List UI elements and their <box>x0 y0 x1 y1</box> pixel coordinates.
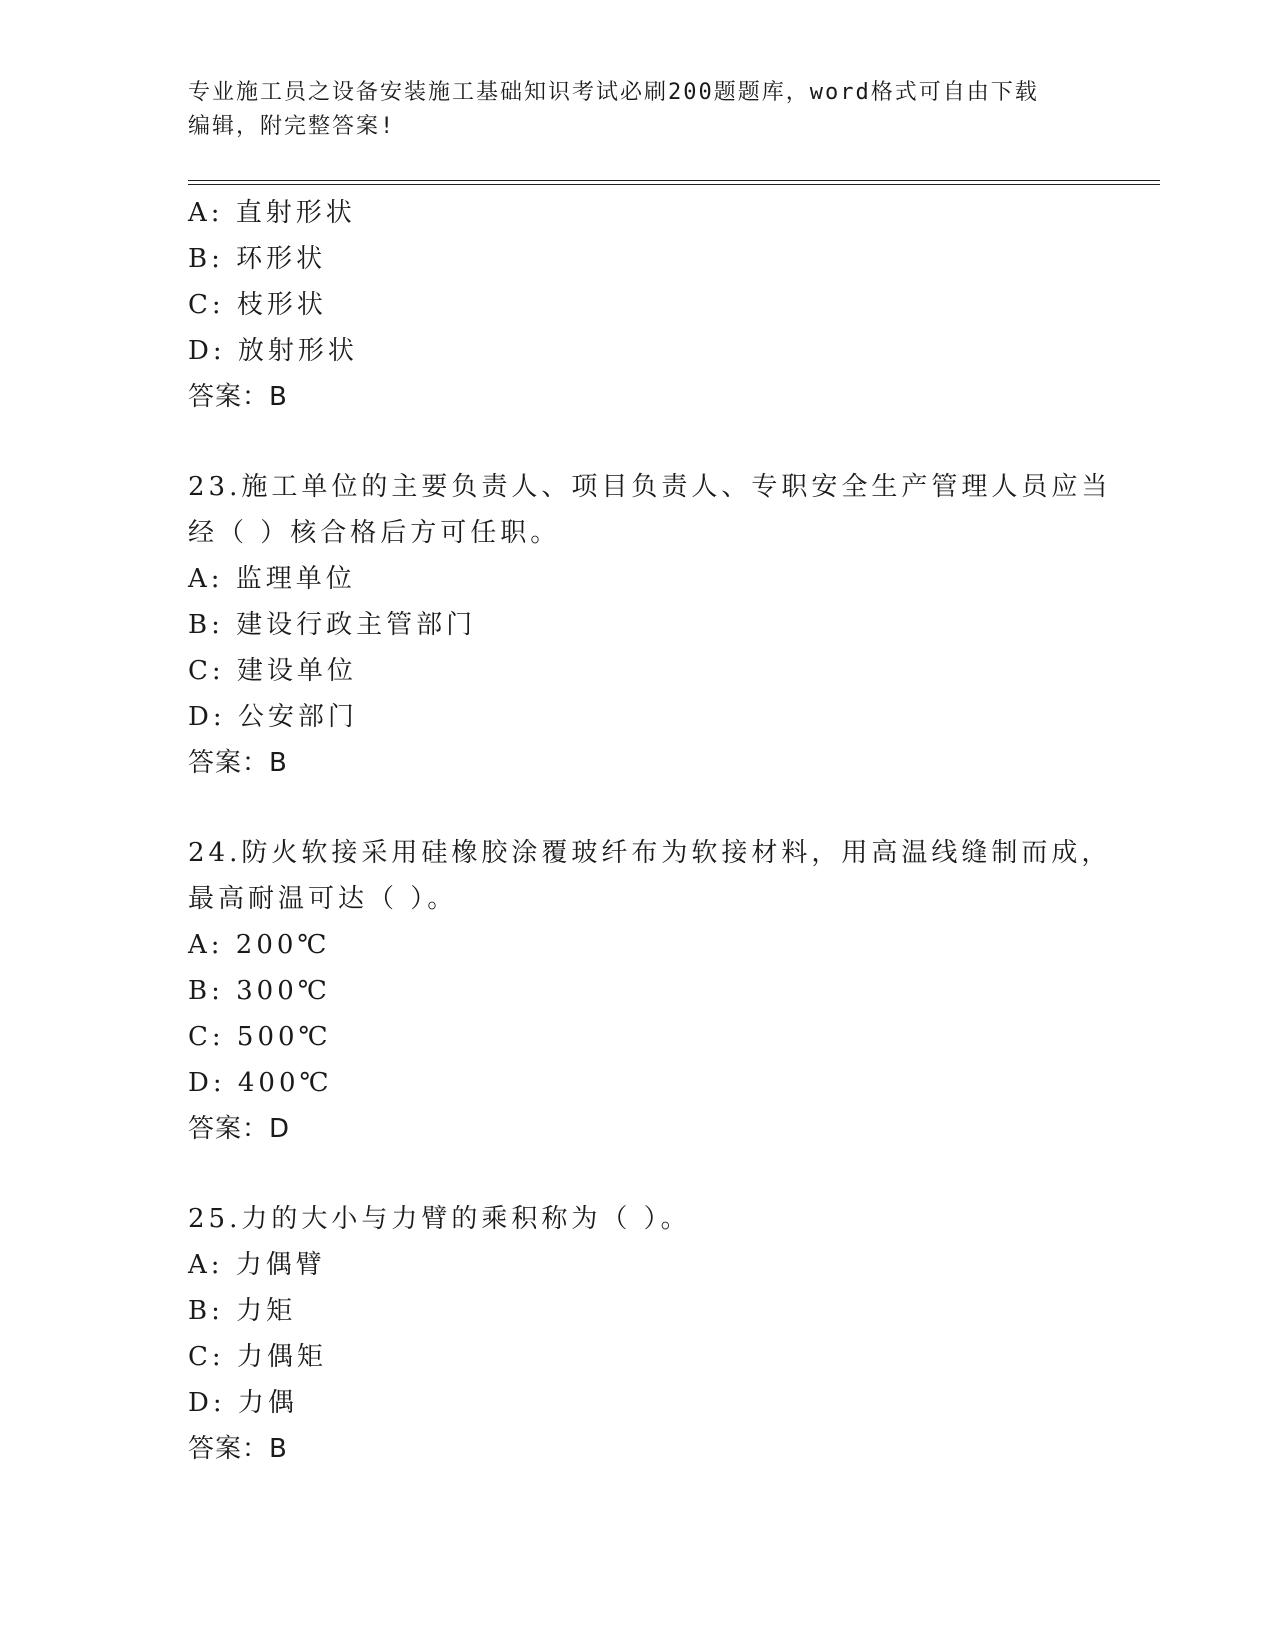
option-c: C: 500℃ <box>188 1022 332 1052</box>
question-stem: 23.施工单位的主要负责人、项目负责人、专职安全生产管理人员应当 <box>188 472 1112 502</box>
option-b: B: 力矩 <box>188 1296 297 1326</box>
question-list <box>188 190 1148 1472</box>
option-a: A: 直射形状 <box>188 198 356 228</box>
option-d: D: 公安部门 <box>188 702 358 732</box>
answer: 答案：D <box>188 1114 291 1144</box>
question-25 <box>188 1196 1148 1472</box>
option-d: D: 力偶 <box>188 1388 298 1418</box>
question-stem-cont: 最高耐温可达（ ）。 <box>188 884 458 914</box>
question-24 <box>188 830 1148 1152</box>
question-23 <box>188 464 1148 786</box>
answer: 答案：B <box>188 382 288 412</box>
option-a: A: 力偶臂 <box>188 1250 326 1280</box>
header-line-1: 专业施工员之设备安装施工基础知识考试必刷200题题库，word格式可自由下载 <box>188 80 1039 105</box>
answer: 答案：B <box>188 1434 288 1464</box>
option-c: C: 力偶矩 <box>188 1342 327 1372</box>
option-a: A: 200℃ <box>188 930 331 960</box>
question-stem-cont: 经（ ）核合格后方可任职。 <box>188 518 561 548</box>
header-divider-top <box>188 180 1160 181</box>
option-a: A: 监理单位 <box>188 564 356 594</box>
option-d: D: 放射形状 <box>188 336 358 366</box>
option-c: C: 枝形状 <box>188 290 327 320</box>
answer: 答案：B <box>188 748 288 778</box>
option-b: B: 建设行政主管部门 <box>188 610 477 640</box>
option-b: B: 300℃ <box>188 976 331 1006</box>
document-header <box>188 76 1088 144</box>
option-c: C: 建设单位 <box>188 656 357 686</box>
header-line-2: 编辑，附完整答案! <box>188 114 396 139</box>
question-stem: 24.防火软接采用硅橡胶涂覆玻纤布为软接材料，用高温线缝制而成， <box>188 838 1112 868</box>
question-stem: 25.力的大小与力臂的乘积称为（ ）。 <box>188 1204 691 1234</box>
option-d: D: 400℃ <box>188 1068 333 1098</box>
header-divider-bottom <box>188 184 1160 185</box>
question-22 <box>188 190 1148 420</box>
option-b: B: 环形状 <box>188 244 327 274</box>
